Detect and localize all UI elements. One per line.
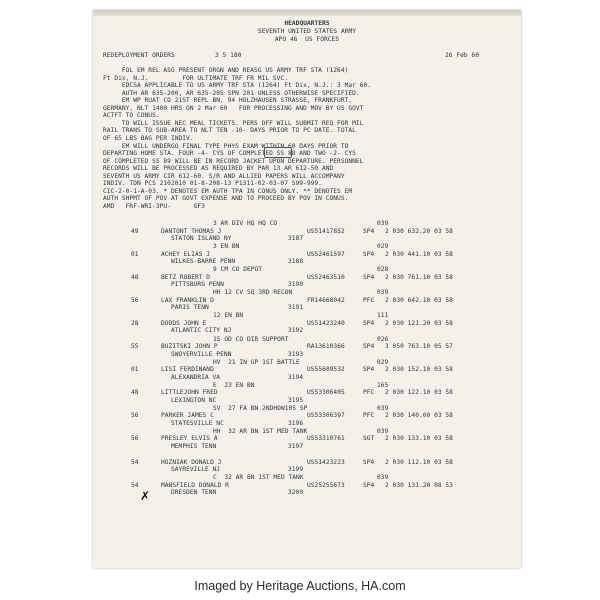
roster-unit: 12 EN BN — [213, 312, 244, 320]
roster-hometown: PARIS TENN — [171, 304, 209, 312]
roster-hometown: LEXINGTON NC — [171, 396, 217, 404]
roster-grade: SP4 — [363, 366, 375, 374]
roster-number: 56 — [131, 412, 139, 420]
roster-unit: E 23 EN BN — [213, 381, 255, 389]
roster-hometown: SWOYERVILLE PENN — [171, 350, 232, 358]
roster-unit-code: 111 — [377, 312, 389, 320]
roster-code: 3199 — [288, 466, 304, 473]
roster-name: HOZNIAK DONALD J — [161, 458, 222, 466]
roster-service-number: US53310761 — [307, 435, 345, 443]
roster-grade: SP4 — [363, 227, 375, 235]
body-line: DEPARTING HOME STA. FOUR -4- CYS OF COMPLETED SS 88 AND TWO -2- CYS — [103, 150, 356, 158]
roster-grade: SGT — [363, 435, 375, 443]
roster-codes: 2 030 121.20 03 58 — [385, 319, 453, 327]
header-apo: APO 46 US FORCES — [274, 36, 340, 43]
body-line: TO WILL ISSUE NEC MEAL TICKETS. PERS OFF WILL SUBMIT REQ FOR MIL — [103, 119, 364, 127]
body-line: EDCSA APPLICABLE TO US ARMY TRF STA (1264) Ft Dix, N.J.: 3 Mar 60. — [103, 82, 372, 90]
body-line: FOL EM REL ASG PRESENT ORGN AND REASG US ARMY TRF STA (1264) — [103, 67, 349, 74]
roster-service-number: US52463510 — [307, 273, 345, 281]
roster-hometown: MEMPHIS TENN — [171, 442, 217, 450]
roster-number: 56 — [131, 296, 139, 304]
roster-service-number: US51417852 — [307, 227, 345, 235]
roster-codes: 2 030 441.10 03 58 — [385, 250, 453, 258]
roster-number: 55 — [131, 343, 139, 350]
roster-number: 01 — [131, 250, 139, 258]
roster-unit: 3 EN BN — [213, 243, 240, 251]
roster-code: 3191 — [288, 304, 304, 312]
body-line: EM WP RUAT CO 21ST REPL BN, 94 HOLZHAUSEN STRASSE, FRANKFURT, — [103, 97, 353, 105]
roster-hometown: DRESDEN TENN — [171, 489, 217, 497]
body-line: OF 65 LBS BAG PER INDIV. — [103, 134, 194, 142]
roster-codes: 2 030 761.10 03 58 — [385, 273, 453, 281]
roster-name: DODDS JOHN E — [161, 319, 207, 327]
roster-grade: PFC — [363, 412, 375, 420]
roster-name: ACHEY ELIAS J — [161, 250, 211, 258]
roster-number: 49 — [131, 227, 139, 235]
roster-code: 3188 — [288, 258, 304, 266]
roster-name: PARKER JAMES C — [161, 412, 214, 420]
body-line: GERMANY, NLT 1400 HRS ON 2 Mar 60 FOR PROCESSING AND MOV BY US GOVT — [103, 104, 364, 112]
roster-service-number: US51423240 — [307, 319, 345, 327]
roster-code: 3187 — [288, 235, 304, 242]
roster-unit-code: 039 — [377, 427, 389, 435]
roster-unit: HH 32 AR BN 1ST MED TANK — [213, 427, 308, 435]
roster-code: 3194 — [288, 373, 304, 381]
roster-hometown: ALEXANDRIA VA — [171, 373, 221, 381]
body-line: SEVENTH US ARMY CIR 612-60. S/R AND ALLIED PAPERS WILL ACCOMPANY — [103, 172, 345, 180]
roster-unit: HH 12 CV SQ 3RD RECON — [213, 289, 293, 297]
roster-code: 3193 — [288, 350, 304, 358]
roster-grade: PFC — [363, 389, 375, 397]
roster-service-number: US53306405 — [307, 389, 345, 397]
body-line: INDIV. TDN PCS 2102010 01-8-208-13 P1311-02-03-07 S99-999. — [103, 180, 322, 188]
roster-grade: SP4 — [363, 250, 375, 258]
body-line: Ft Dix, N.J. FOR ULTIMATE TRF FR MIL SVC. — [103, 74, 288, 82]
paper-top-edge — [93, 10, 521, 16]
roster-hometown: SAYREVILLE NJ — [171, 466, 221, 473]
orders-number: 3 5 180 — [215, 52, 242, 59]
roster-number: 48 — [131, 273, 139, 281]
roster-name: MANSFIELD DONALD R — [161, 481, 229, 489]
roster-unit: 9 CM CO DEPOT — [213, 266, 263, 274]
body-line: ACTFT TO CONUS. — [103, 112, 160, 120]
roster-unit-code: 026 — [377, 335, 389, 343]
roster-unit: 15 OD CO DIR SUPPORT — [213, 335, 289, 343]
roster-number: 28 — [131, 319, 139, 327]
roster-unit-code: 165 — [377, 381, 389, 389]
roster-service-number: US25255673 — [307, 481, 345, 489]
roster-grade: PFC — [363, 296, 375, 304]
header-headquarters: HEADQUARTERS — [284, 20, 330, 27]
roster-codes: 2 030 122.10 03 58 — [385, 389, 453, 397]
roster-unit-code: 039 — [377, 404, 389, 412]
roster-unit-code: 039 — [377, 474, 389, 482]
order-document — [93, 10, 521, 568]
roster-codes: 3 050 763.10 05 57 — [385, 343, 453, 350]
body-line: RECORDS WILL BE PROCESSED AS REQUIRED BY PAR 13 AR 612-50 AND — [103, 165, 334, 173]
roster-number: 48 — [131, 389, 139, 397]
roster-service-number: US51423223 — [307, 458, 345, 466]
roster-grade: SP4 — [363, 273, 375, 281]
body-line: RAIL TRANS TO SUB-AREA TO NLT TEN -10- DAYS PRIOR TO PC DATE. TOTAL — [103, 127, 356, 135]
image-credit: Imaged by Heritage Auctions, HA.com — [194, 579, 406, 593]
roster-name: BUZITSKI JOHN P — [161, 343, 218, 350]
check-mark: ✗ — [140, 489, 151, 503]
date-pencil-box — [264, 147, 292, 158]
roster-unit: SV 27 FA BN 2NDHOW105 SP — [213, 404, 308, 412]
roster-name: DANTONT THOMAS J — [161, 227, 222, 235]
roster-codes: 2 030 632.20 03 58 — [385, 227, 453, 235]
roster-number: 54 — [131, 458, 139, 466]
roster-number: 56 — [131, 435, 139, 443]
roster-hometown: STATESVILLE NC — [171, 419, 224, 427]
body-line: AMD FRF-WRI-3PU- GF3 — [103, 202, 205, 210]
roster-hometown: ATLANTIC CITY NJ — [171, 327, 232, 335]
order-date: 26 Feb 60 — [445, 52, 479, 59]
roster-grade: SP4 — [363, 481, 375, 489]
body-line: OF COMPLETED SS 89 WILL BE IN RECORD JACKET UPON DEPARTURE. PERSONNEL — [103, 157, 364, 165]
roster-code: 3200 — [288, 489, 304, 497]
roster-codes: 2 030 112.10 03 58 — [385, 458, 453, 466]
roster-code: 3190 — [288, 281, 304, 289]
body-line: AUTH AR 635-200, AR 635-205 SPN 201 UNLESS OTHERWISE SPECIFIED. — [103, 89, 360, 97]
roster-number: 01 — [131, 366, 139, 374]
roster-unit-code: 029 — [377, 243, 389, 251]
roster-name: LISI FERDINAND — [161, 366, 214, 374]
roster-hometown: STATON ISLAND NY — [171, 235, 232, 242]
roster-name: BETZ ROBERT D — [161, 273, 211, 281]
roster-name: LITTLEJOHN FRED — [161, 389, 218, 397]
roster-name: LAX FRANKLIN D — [161, 296, 214, 304]
roster-unit: 3 AR DIV HQ HQ CO — [213, 220, 278, 227]
roster-unit: C 32 AR BN 1ST MED TANK — [213, 474, 304, 482]
roster-name: PRESLEY ELVIS A — [161, 435, 218, 443]
orders-label: REDEPLOYMENT ORDERS — [103, 52, 175, 59]
header-army: SEVENTH UNITED STATES ARMY — [257, 28, 357, 35]
roster-hometown: PITTSBURG PENN — [171, 281, 224, 289]
roster-code: 3197 — [288, 442, 304, 450]
roster-unit-code: 028 — [377, 266, 389, 274]
roster-service-number: US55609532 — [307, 366, 345, 374]
roster-code: 3192 — [288, 327, 304, 335]
roster-unit-code: 029 — [377, 358, 389, 366]
roster-number: 54 — [131, 481, 139, 489]
body-line: AUTH SHPMT OF POV AT GOVT EXPENSE AND TO PROCEED BY POV IN CONUS. — [103, 195, 349, 203]
roster-service-number: RA13610366 — [307, 343, 345, 350]
roster-codes: 2 030 642.10 03 58 — [385, 296, 453, 304]
roster-unit: HV 21 IN GP 1ST BATTLE — [213, 358, 300, 366]
roster-grade: SP4 — [363, 319, 375, 327]
roster-codes: 2 030 133.10 03 58 — [385, 435, 453, 443]
roster-codes: 2 030 131.20 08 53 — [385, 481, 453, 489]
roster-codes: 2 030 152.10 03 58 — [385, 366, 453, 374]
roster-code: 3196 — [288, 419, 304, 427]
roster-service-number: US53306397 — [307, 412, 345, 420]
body-line: EM WILL UNDERGO FINAL TYPE PHYS EXAM WITHIN 60 DAYS PRIOR TO — [103, 142, 349, 150]
roster-service-number: US52461597 — [307, 250, 345, 258]
roster-hometown: WILKES-BARRE PENN — [171, 258, 236, 266]
roster-grade: SP4 — [363, 343, 375, 350]
body-line: CIC-2-0-1-A-03. * DENOTES EM AUTH TPA IN CONUS ONLY. ** DENOTES EM — [103, 187, 353, 195]
roster-service-number: FR14668042 — [307, 296, 345, 304]
roster-codes: 2 030 140.00 03 58 — [385, 412, 453, 420]
roster-unit-code: 039 — [377, 220, 389, 227]
roster-code: 3195 — [288, 396, 304, 404]
roster-grade: SP4 — [363, 458, 375, 466]
roster-unit-code: 039 — [377, 289, 389, 297]
